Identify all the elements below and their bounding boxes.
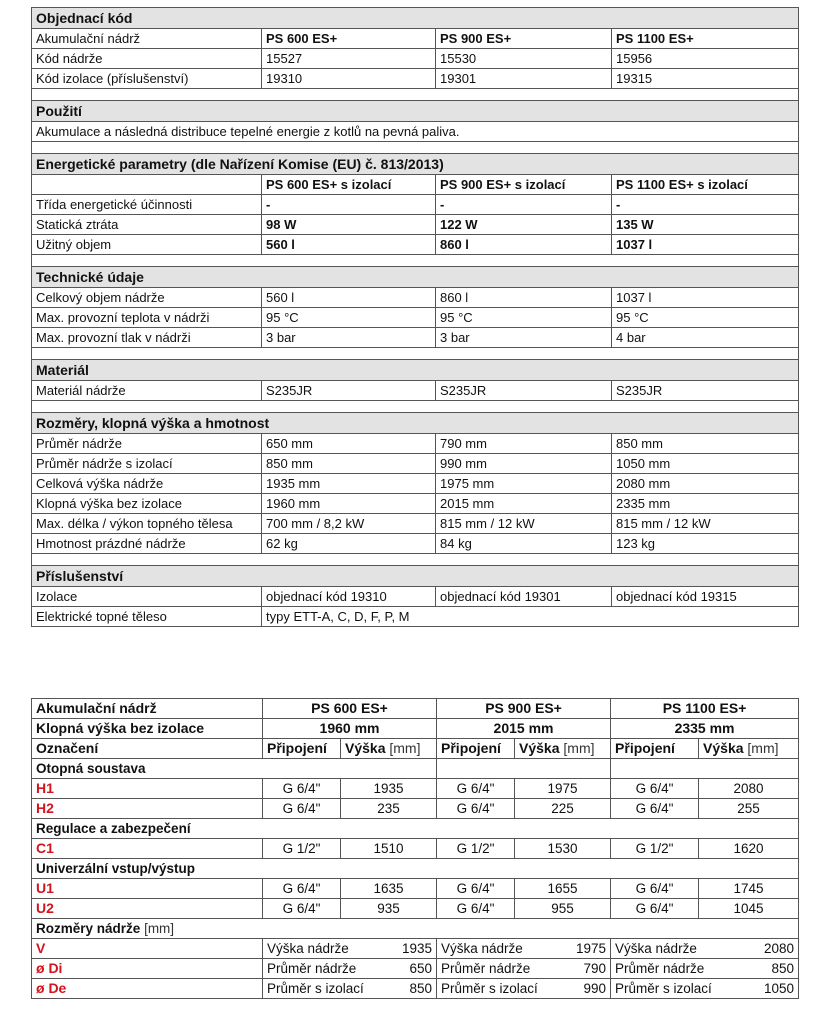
dimension-cell [263, 959, 437, 979]
connection-header: Připojení [611, 739, 699, 759]
connection-height: 235 [341, 799, 437, 819]
section-title: Použití [32, 101, 799, 122]
connection-height: 955 [515, 899, 611, 919]
height-header [515, 739, 611, 759]
table-row [32, 779, 799, 799]
table-row [32, 587, 799, 607]
connection-height: 1975 [515, 779, 611, 799]
spacer-row [32, 348, 799, 360]
cell-value: typy ETT-A, C, D, F, P, M [262, 607, 799, 627]
cell-value: 3 bar [262, 328, 436, 348]
row-label: Kód nádrže [32, 49, 262, 69]
dimension-label: Výška nádrže [615, 941, 697, 956]
dimension-value: 650 [409, 961, 433, 976]
spacer-row [32, 89, 799, 101]
cell-value: 990 mm [436, 454, 612, 474]
dimension-code: V [32, 939, 263, 959]
row-label: Třída energetické účinnosti [32, 195, 262, 215]
table-row [32, 434, 799, 454]
dimension-cell [611, 979, 799, 999]
height-header [341, 739, 437, 759]
section-title: Rozměry, klopná výška a hmotnost [32, 413, 799, 434]
cell-value: - [612, 195, 799, 215]
section-title: Energetické parametry (dle Nařízení Komise (EU) č. 813/2013) [32, 154, 799, 175]
tilt-value: 1960 mm [263, 719, 437, 739]
connection-height: 1935 [341, 779, 437, 799]
tilt-label: Klopná výška bez izolace [32, 719, 263, 739]
connection-height: 1045 [699, 899, 799, 919]
connection-code: C1 [32, 839, 263, 859]
dimension-label: Průměr s izolací [615, 981, 712, 996]
cell-value: 1935 mm [262, 474, 436, 494]
dimension-label: Průměr nádrže [615, 961, 705, 976]
cell-value: 700 mm / 8,2 kW [262, 514, 436, 534]
connection-height: 1655 [515, 879, 611, 899]
connection-height: 1530 [515, 839, 611, 859]
tilt-value: 2335 mm [611, 719, 799, 739]
connection-header: Připojení [263, 739, 341, 759]
cell-value: 84 kg [436, 534, 612, 554]
spacer-row [32, 142, 799, 154]
height-label: Výška [519, 740, 560, 756]
row-label: Max. provozní teplota v nádrži [32, 308, 262, 328]
cell-value: 95 °C [612, 308, 799, 328]
cell-value: 850 mm [262, 454, 436, 474]
cell-value: 62 kg [262, 534, 436, 554]
section-header-order-code [32, 8, 799, 29]
cell-value: 860 l [436, 288, 612, 308]
model-name: PS 600 ES+ [262, 29, 436, 49]
connection-thread: G 6/4" [611, 879, 699, 899]
section-header-energy [32, 154, 799, 175]
model-name: PS 900 ES+ [436, 29, 612, 49]
cell-value: 860 l [436, 235, 612, 255]
cell-value: 15956 [612, 49, 799, 69]
connection-height: 1510 [341, 839, 437, 859]
cell-value: 19310 [262, 69, 436, 89]
connection-height: 1635 [341, 879, 437, 899]
dimension-code: ø Di [32, 959, 263, 979]
dimension-label: Výška nádrže [441, 941, 523, 956]
connection-thread: G 6/4" [263, 799, 341, 819]
connection-thread: G 6/4" [437, 799, 515, 819]
dimension-value: 990 [583, 981, 607, 996]
table-row [32, 381, 799, 401]
cell-value: 123 kg [612, 534, 799, 554]
height-label: Výška [703, 740, 744, 756]
cell-value: 1975 mm [436, 474, 612, 494]
section-title: Objednací kód [32, 8, 799, 29]
spacer [32, 348, 799, 360]
connection-thread: G 6/4" [263, 779, 341, 799]
usage-text: Akumulace a následná distribuce tepelné energie z kotlů na pevná paliva. [32, 122, 799, 142]
dims-title: Rozměry nádrže [36, 921, 141, 936]
spacer [32, 554, 799, 566]
dimension-code: ø De [32, 979, 263, 999]
dimension-value: 790 [583, 961, 607, 976]
section-title: Příslušenství [32, 566, 799, 587]
row-label: Celková výška nádrže [32, 474, 262, 494]
row-label: Elektrické topné těleso [32, 607, 262, 627]
row-label: Klopná výška bez izolace [32, 494, 262, 514]
cell-value: 19315 [612, 69, 799, 89]
cell-value: 15527 [262, 49, 436, 69]
cell-value: 95 °C [436, 308, 612, 328]
row-label: Max. provozní tlak v nádrži [32, 328, 262, 348]
cell-value: 19301 [436, 69, 612, 89]
spacer [32, 401, 799, 413]
table-row [32, 534, 799, 554]
row-label: Max. délka / výkon topného tělesa [32, 514, 262, 534]
row-label [32, 175, 262, 195]
table-row [32, 175, 799, 195]
cell-value: 2015 mm [436, 494, 612, 514]
connection-code: U1 [32, 879, 263, 899]
table-row [32, 122, 799, 142]
dimension-value: 1050 [763, 981, 795, 996]
cell-value: 1050 mm [612, 454, 799, 474]
table-row [32, 474, 799, 494]
cell-value: 2080 mm [612, 474, 799, 494]
table-header-row [32, 699, 799, 719]
unit-label: [mm] [389, 740, 421, 756]
connection-height: 255 [699, 799, 799, 819]
section-header-dimensions [32, 413, 799, 434]
group-row [32, 819, 799, 839]
section-header-material [32, 360, 799, 381]
cell-value: 3 bar [436, 328, 612, 348]
row-label: Průměr nádrže [32, 434, 262, 454]
height-header [699, 739, 799, 759]
dimension-cell [437, 939, 611, 959]
unit-label: [mm] [563, 740, 595, 756]
column-header-row [32, 739, 799, 759]
cell-value: 560 l [262, 288, 436, 308]
row-label: Izolace [32, 587, 262, 607]
dimension-cell [263, 979, 437, 999]
table-row [32, 959, 799, 979]
cell-value: 815 mm / 12 kW [612, 514, 799, 534]
section-title: Materiál [32, 360, 799, 381]
connection-thread: G 6/4" [263, 879, 341, 899]
unit-label: [mm] [144, 921, 175, 936]
table-row [32, 514, 799, 534]
cell-value: 790 mm [436, 434, 612, 454]
table-row [32, 494, 799, 514]
table-row [32, 607, 799, 627]
dimension-cell [437, 959, 611, 979]
connection-thread: G 6/4" [611, 799, 699, 819]
table-row [32, 49, 799, 69]
dimension-label: Výška nádrže [267, 941, 349, 956]
connection-thread: G 6/4" [437, 879, 515, 899]
model-header: PS 600 ES+ [263, 699, 437, 719]
spacer [32, 142, 799, 154]
dimension-cell [263, 939, 437, 959]
cell-value: 1037 l [612, 288, 799, 308]
column-header: PS 600 ES+ s izolací [262, 175, 436, 195]
connection-code: H1 [32, 779, 263, 799]
section-title: Technické údaje [32, 267, 799, 288]
cell-value: S235JR [436, 381, 612, 401]
cell-value: 560 l [262, 235, 436, 255]
group-title: Univerzální vstup/výstup [32, 859, 799, 879]
tilt-value: 2015 mm [437, 719, 611, 739]
table-row [32, 454, 799, 474]
table-row [32, 328, 799, 348]
cell-value: 4 bar [612, 328, 799, 348]
dimension-cell [611, 959, 799, 979]
group-title: Otopná soustava [32, 759, 437, 779]
connection-code: H2 [32, 799, 263, 819]
table-row [32, 839, 799, 859]
connection-thread: G 6/4" [263, 899, 341, 919]
connection-thread: G 1/2" [263, 839, 341, 859]
column-header: PS 1100 ES+ s izolací [612, 175, 799, 195]
dimension-cell [611, 939, 799, 959]
group-title [32, 919, 799, 939]
connection-thread: G 6/4" [611, 779, 699, 799]
dimension-value: 2080 [763, 941, 795, 956]
model-name: PS 1100 ES+ [612, 29, 799, 49]
cell-value: objednací kód 19310 [262, 587, 436, 607]
dimension-value: 850 [771, 961, 795, 976]
cell-value: S235JR [612, 381, 799, 401]
dimension-cell [437, 979, 611, 999]
table-row [32, 69, 799, 89]
cell-value: 850 mm [612, 434, 799, 454]
column-header: PS 900 ES+ s izolací [436, 175, 612, 195]
table-row [32, 939, 799, 959]
group-title: Regulace a zabezpečení [32, 819, 799, 839]
cell-value: 1960 mm [262, 494, 436, 514]
spacer [437, 759, 611, 779]
cell-value: 1037 l [612, 235, 799, 255]
table-row [32, 799, 799, 819]
connection-header: Připojení [437, 739, 515, 759]
dimension-value: 1935 [401, 941, 433, 956]
spacer [32, 255, 799, 267]
spacer [611, 759, 799, 779]
table-row [32, 979, 799, 999]
cell-value: 135 W [612, 215, 799, 235]
table-row [32, 719, 799, 739]
connection-table [31, 698, 799, 999]
cell-value: 650 mm [262, 434, 436, 454]
connection-thread: G 1/2" [437, 839, 515, 859]
connection-thread: G 6/4" [437, 899, 515, 919]
cell-value: 2335 mm [612, 494, 799, 514]
connection-height: 2080 [699, 779, 799, 799]
connection-height: 935 [341, 899, 437, 919]
spacer [32, 89, 799, 101]
spacer-row [32, 255, 799, 267]
table-row [32, 195, 799, 215]
section-header-technical [32, 267, 799, 288]
connection-code: U2 [32, 899, 263, 919]
header-label: Akumulační nádrž [32, 699, 263, 719]
cell-value: objednací kód 19315 [612, 587, 799, 607]
group-row [32, 919, 799, 939]
spacer-row [32, 554, 799, 566]
group-row [32, 859, 799, 879]
dimension-label: Průměr s izolací [441, 981, 538, 996]
row-label: Užitný objem [32, 235, 262, 255]
table-row [32, 235, 799, 255]
row-label: Hmotnost prázdné nádrže [32, 534, 262, 554]
row-label: Materiál nádrže [32, 381, 262, 401]
connection-height: 1745 [699, 879, 799, 899]
section-header-usage [32, 101, 799, 122]
row-label: Statická ztráta [32, 215, 262, 235]
spec-table [31, 7, 799, 627]
row-label: Celkový objem nádrže [32, 288, 262, 308]
table-row [32, 899, 799, 919]
dimension-label: Průměr nádrže [441, 961, 531, 976]
dimension-label: Průměr nádrže [267, 961, 357, 976]
connection-thread: G 1/2" [611, 839, 699, 859]
row-label: Akumulační nádrž [32, 29, 262, 49]
dimension-value: 1975 [575, 941, 607, 956]
connection-thread: G 6/4" [437, 779, 515, 799]
cell-value: objednací kód 19301 [436, 587, 612, 607]
cell-value: - [436, 195, 612, 215]
table-row [32, 29, 799, 49]
cell-value: 122 W [436, 215, 612, 235]
connection-height: 225 [515, 799, 611, 819]
height-label: Výška [345, 740, 386, 756]
model-header: PS 1100 ES+ [611, 699, 799, 719]
cell-value: 815 mm / 12 kW [436, 514, 612, 534]
table-row [32, 308, 799, 328]
dimension-value: 850 [409, 981, 433, 996]
cell-value: 98 W [262, 215, 436, 235]
spacer-row [32, 401, 799, 413]
row-label: Průměr nádrže s izolací [32, 454, 262, 474]
connection-height: 1620 [699, 839, 799, 859]
model-header: PS 900 ES+ [437, 699, 611, 719]
connection-thread: G 6/4" [611, 899, 699, 919]
cell-value: S235JR [262, 381, 436, 401]
designation-header: Označení [32, 739, 263, 759]
dimension-label: Průměr s izolací [267, 981, 364, 996]
group-row [32, 759, 799, 779]
table-row [32, 288, 799, 308]
cell-value: 15530 [436, 49, 612, 69]
table-row [32, 215, 799, 235]
unit-label: [mm] [747, 740, 779, 756]
table-row [32, 879, 799, 899]
cell-value: - [262, 195, 436, 215]
cell-value: 95 °C [262, 308, 436, 328]
row-label: Kód izolace (příslušenství) [32, 69, 262, 89]
section-header-accessories [32, 566, 799, 587]
